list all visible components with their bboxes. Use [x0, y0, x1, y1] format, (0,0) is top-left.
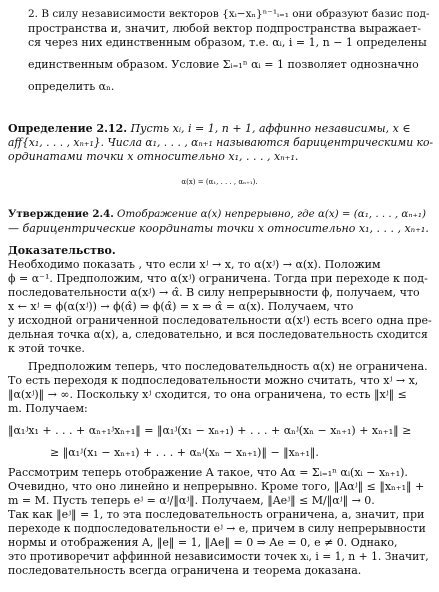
proof-p3-line-8: последовательность всегда ограничена и теорема доказана. — [8, 564, 362, 577]
item2-line-5: определить αₙ. — [28, 80, 115, 93]
statement-line-2: — барицентрические координаты точки x относительно x₁, . . . , xₙ₊₁. — [8, 222, 429, 235]
item2-line-2: пространства и, значит, любой вектор подпространства выражает- — [28, 22, 421, 35]
proof-p3-line-4: Так как ‖eʲ‖ = 1, то эта последовательность ограничена, а, значит, при — [8, 508, 425, 521]
proof-p2-line-2: То есть переходя к подпоследовательности можно считать, что xʲ → x, — [8, 374, 419, 387]
proof-p2-line-3: ‖α(xʲ)‖ → ∞. Поскольку xʲ сходится, то она ограничена, то есть ‖xʲ‖ ≤ — [8, 388, 407, 401]
proof-p3-line-6: нормы и отображения A, ‖e‖ = 1, ‖Ae‖ = 0 ⇒ Ae = 0, e ≠ 0. Однако, — [8, 536, 398, 549]
proof-p3-line-5: переходе к подпоследовательности eʲ → e, причем в силу непрерывности — [8, 522, 426, 535]
proof-p1-line-4: x ← xʲ = ϕ(α(xʲ)) → ϕ(α̂) ⇒ ϕ(α̂) = x ⇒ α̂ = α(x). Получаем, что — [8, 300, 354, 313]
proof-p1-line-7: к этой точке. — [8, 342, 85, 355]
proof-p1-line-2: ϕ = α⁻¹. Предположим, что α(xʲ) ограничена. Тогда при переходе к под- — [8, 272, 428, 285]
proof-heading: Доказательство. — [8, 244, 116, 257]
proof-p1-line-5: у исходной ограниченной последовательности α(xʲ) есть всего одна пре- — [8, 314, 432, 327]
definition-line-1 — [8, 122, 410, 135]
definition-text: Пусть xᵢ, i = 1, n + 1, аффинно независимы, x ∈ — [127, 122, 411, 135]
proof-p1-line-6: дельная точка α(x), а, следовательно, и вся последовательность сходится — [8, 328, 428, 341]
item2-line-1: 2. В силу независимости векторов {xᵢ−xₙ}ⁿ⁻¹ᵢ₌₁ они образуют базис под- — [28, 8, 430, 20]
proof-p2-line-1: Предположим теперь, что последовательдность α(x) не ограничена. — [28, 360, 428, 373]
proof-p1-line-3: последовательности α(xʲ) → α̂. В силу непрерывности ϕ, получаем, что — [8, 286, 420, 299]
definition-line-2: aff{x₁, . . . , xₙ₊₁}. Числа α₁, . . . , αₙ₊₁ называются барицентрическими ко- — [8, 136, 434, 149]
proof-formula-2: ≥ ‖α₁ʲ(x₁ − xₙ₊₁) + . . . + αₙʲ(xₙ − xₙ₊₁)‖ − ‖xₙ₊₁‖. — [50, 446, 319, 459]
item2-line-4: единственным образом. Условие Σᵢ₌₁ⁿ αᵢ = 1 позволяет однозначно — [28, 58, 419, 71]
statement-line-1 — [8, 208, 426, 221]
proof-p3-line-2: Очевидно, что оно линейно и непрерывно. Кроме того, ‖Aαʲ‖ ≤ ‖xₙ₊₁‖ + — [8, 480, 425, 493]
definition-line-3: ординатами точки x относительно x₁, . . . , xₙ₊₁. — [8, 150, 299, 163]
statement-text: Отображение α(x) непрерывно, где α(x) = (α₁, . . . , αₙ₊₁) — [113, 208, 426, 220]
proof-p3-line-3: m = M. Пусть теперь eʲ = αʲ/‖αʲ‖. Получаем, ‖Aeʲ‖ ≤ M/‖αʲ‖ → 0. — [8, 494, 375, 507]
item2-line-3: ся через них единственным образом, т.е. αᵢ, i = 1, n − 1 определены — [28, 36, 427, 49]
proof-p1-line-1: Необходимо показать , что если xʲ → x, то α(xʲ) → α(x). Положим — [8, 258, 381, 271]
proof-p2-line-4: m. Получаем: — [8, 402, 88, 415]
statement-label: Утверждение 2.4. — [8, 208, 114, 220]
definition-label: Определение 2.12. — [8, 122, 128, 135]
definition-formula: α(x) = (α₁, . . . , αₙ₊₁). — [181, 178, 258, 186]
proof-p3-line-7: это противоречит аффинной независимости точек xᵢ, i = 1, n + 1. Значит, — [8, 550, 429, 563]
proof-p3-line-1: Рассмотрим теперь отображение A такое, что Aα = Σᵢ₌₁ⁿ αᵢ(xᵢ − xₙ₊₁). — [8, 466, 408, 479]
proof-formula-1: ‖α₁ʲx₁ + . . . + αₙ₊₁ʲxₙ₊₁‖ = ‖α₁ʲ(x₁ − xₙ₊₁) + . . . + αₙʲ(xₙ − xₙ₊₁) + xₙ₊₁‖ ≥ — [8, 424, 412, 437]
